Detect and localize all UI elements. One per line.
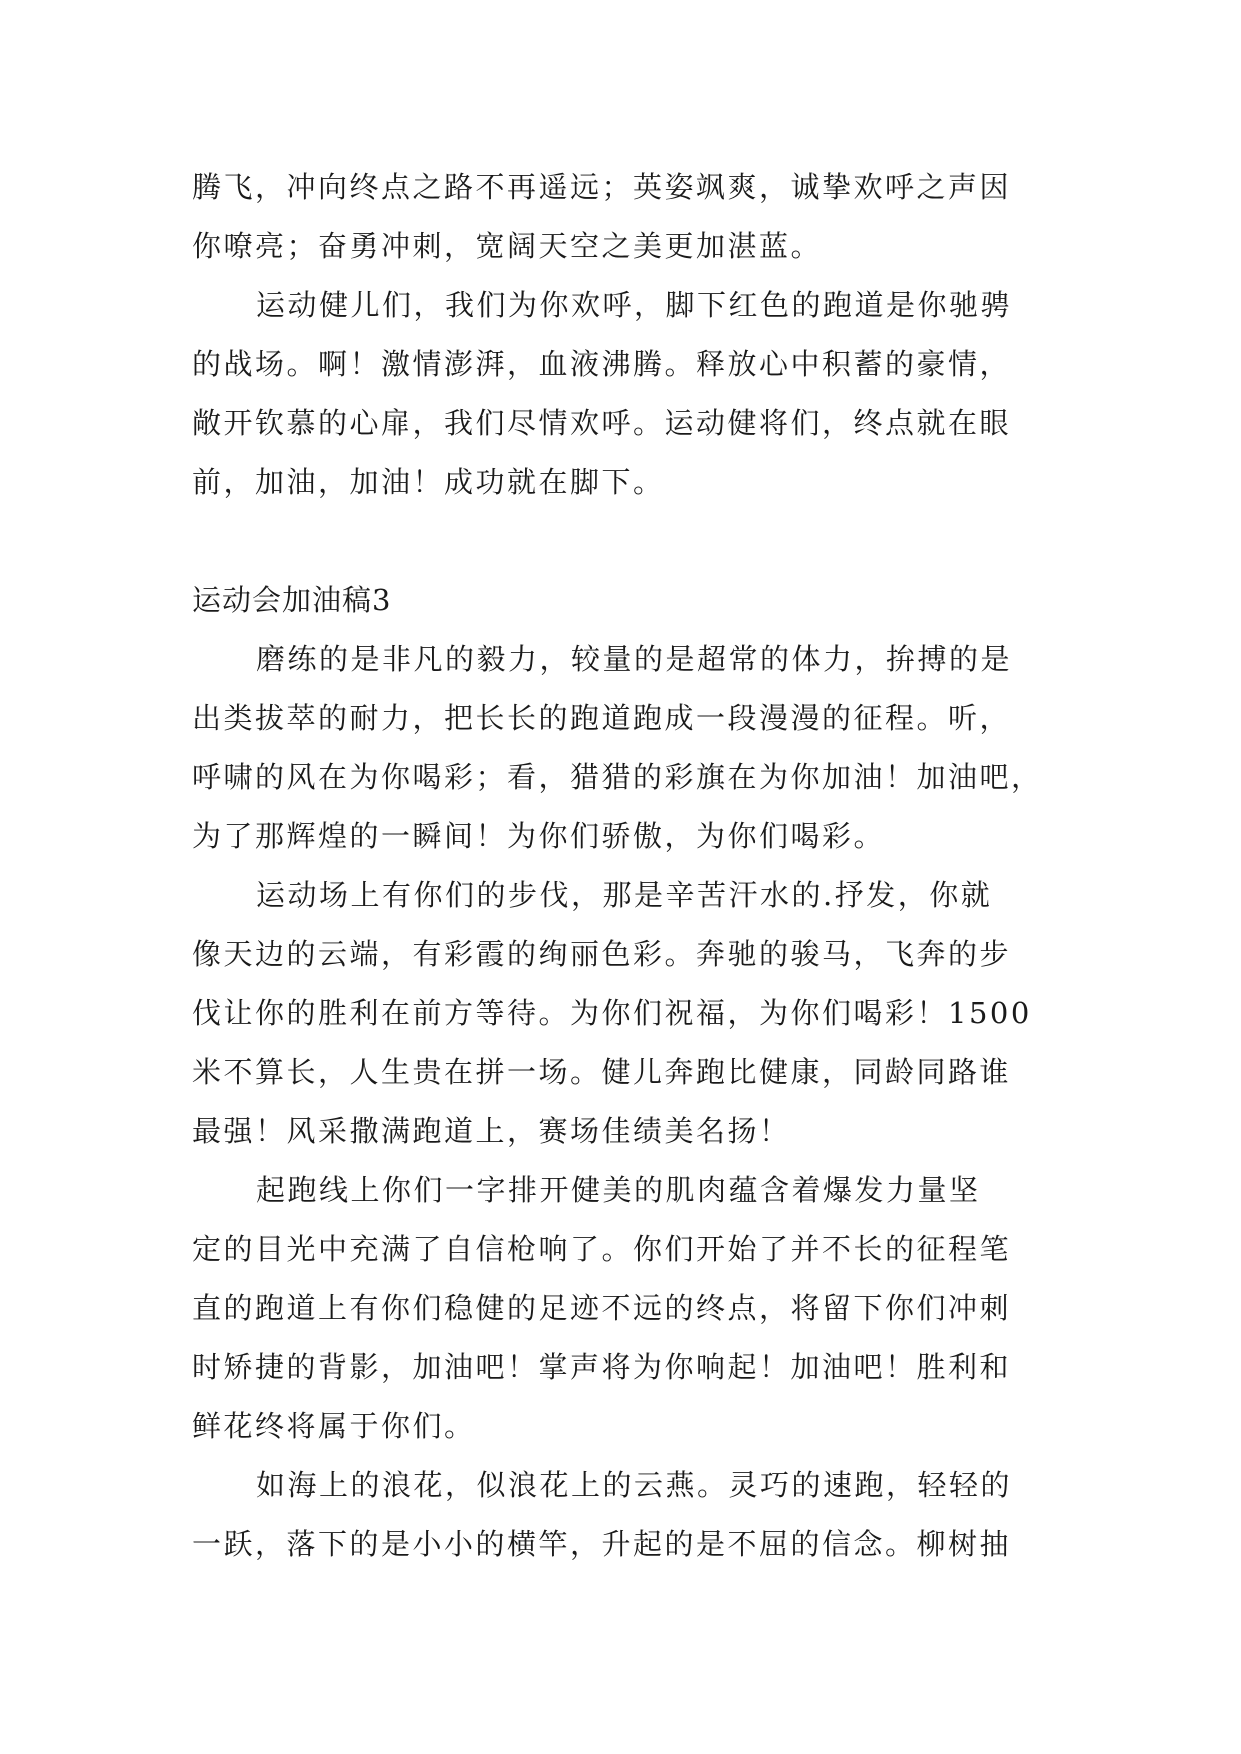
text-line: 运动场上有你们的步伐，那是辛苦汗水的.抒发，你就 xyxy=(256,878,993,912)
text-line: 敞开钦慕的心扉，我们尽情欢呼。运动健将们，终点就在眼 xyxy=(192,406,1012,440)
text-line: 呼啸的风在为你喝彩；看，猎猎的彩旗在为你加油！加油吧， xyxy=(192,760,1043,794)
paragraph xyxy=(192,1456,1050,1574)
document-body xyxy=(192,158,1050,1574)
paragraph xyxy=(192,866,1050,1161)
text-line: 像天边的云端，有彩霞的绚丽色彩。奔驰的骏马，飞奔的步 xyxy=(192,937,1012,971)
paragraph xyxy=(192,630,1050,866)
text-line: 直的跑道上有你们稳健的足迹不远的终点，将留下你们冲刺 xyxy=(192,1291,1012,1325)
text-line: 鲜花终将属于你们。 xyxy=(192,1409,476,1443)
paragraph xyxy=(192,276,1050,512)
text-line: 为了那辉煌的一瞬间！为你们骄傲，为你们喝彩。 xyxy=(192,819,886,853)
paragraph-continued xyxy=(192,158,1050,276)
blank-line xyxy=(192,512,1050,571)
text-line: 米不算长，人生贵在拼一场。健儿奔跑比健康，同龄同路谁 xyxy=(192,1055,1012,1089)
section-heading: 运动会加油稿3 xyxy=(192,583,392,617)
text-line: 腾飞，冲向终点之路不再遥远；英姿飒爽，诚挚欢呼之声因 xyxy=(192,170,1012,204)
text-line: 前，加油，加油！成功就在脚下。 xyxy=(192,465,665,499)
text-line: 出类拔萃的耐力，把长长的跑道跑成一段漫漫的征程。听， xyxy=(192,701,1012,735)
text-line: 时矫捷的背影，加油吧！掌声将为你响起！加油吧！胜利和 xyxy=(192,1350,1012,1384)
text-line: 如海上的浪花，似浪花上的云燕。灵巧的速跑，轻轻的 xyxy=(256,1468,1013,1502)
text-line: 运动健儿们，我们为你欢呼，脚下红色的跑道是你驰骋 xyxy=(256,288,1013,322)
text-line: 磨练的是非凡的毅力，较量的是超常的体力，拚搏的是 xyxy=(256,642,1013,676)
text-line: 最强！风采撒满跑道上，赛场佳绩美名扬！ xyxy=(192,1114,791,1148)
text-line: 起跑线上你们一字排开健美的肌肉蕴含着爆发力量坚 xyxy=(256,1173,981,1207)
text-line: 伐让你的胜利在前方等待。为你们祝福，为你们喝彩！1500 xyxy=(192,996,1032,1030)
text-line: 你嘹亮；奋勇冲刺，宽阔天空之美更加湛蓝。 xyxy=(192,229,823,263)
paragraph xyxy=(192,1161,1050,1456)
text-line: 的战场。啊！激情澎湃，血液沸腾。释放心中积蓄的豪情， xyxy=(192,347,1012,381)
text-line: 一跃，落下的是小小的横竿，升起的是不屈的信念。柳树抽 xyxy=(192,1527,1012,1561)
text-line: 定的目光中充满了自信枪响了。你们开始了并不长的征程笔 xyxy=(192,1232,1012,1266)
